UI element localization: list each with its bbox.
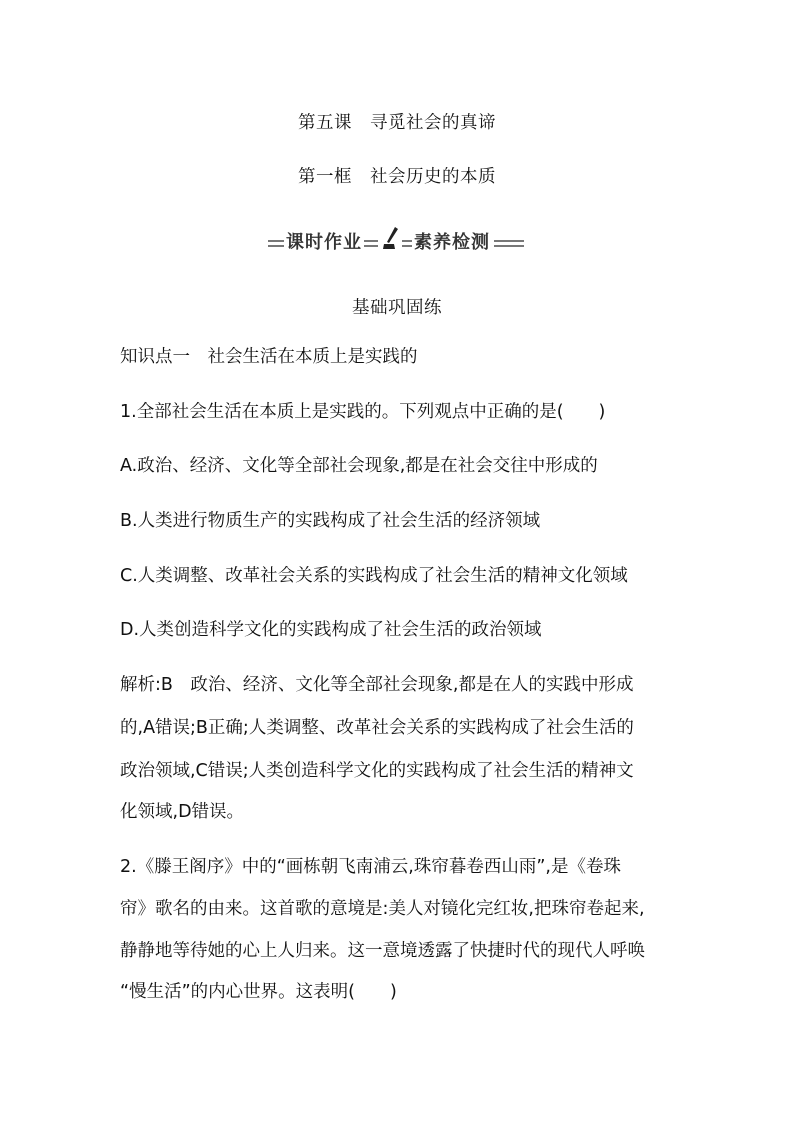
question-1-analysis-line: 解析:B 政治、经济、文化等全部社会现象,都是在人的实践中形成 bbox=[120, 675, 634, 695]
banner-mid-rule bbox=[364, 240, 378, 242]
question-1-option-c: C.人类调整、改革社会关系的实践构成了社会生活的精神文化领域 bbox=[120, 566, 628, 586]
lesson-title: 第五课 寻觅社会的真谛 bbox=[298, 113, 496, 133]
question-1-analysis-line: 化领域,D错误。 bbox=[120, 802, 245, 822]
question-1-option-a: A.政治、经济、文化等全部社会现象,都是在社会交往中形成的 bbox=[120, 456, 598, 476]
banner-right-rule bbox=[494, 240, 524, 242]
banner-mid-rule-3 bbox=[402, 240, 412, 242]
question-1-analysis-line: 的,A错误;B正确;人类调整、改革社会关系的实践构成了社会生活的 bbox=[120, 718, 634, 738]
banner-left-rule bbox=[268, 240, 284, 242]
section-heading: 第一框 社会历史的本质 bbox=[298, 167, 496, 187]
question-1-analysis-line: 政治领域,C错误;人类创造科学文化的实践构成了社会生活的精神文 bbox=[120, 761, 634, 781]
quill-pen-icon bbox=[381, 226, 401, 250]
question-2-line: “慢生活”的内心世界。这表明( ) bbox=[120, 982, 397, 1002]
question-2-line: 帘》歌名的由来。这首歌的意境是:美人对镜化完红妆,把珠帘卷起来, bbox=[120, 899, 645, 919]
banner-right-label: 素养检测 bbox=[414, 232, 490, 253]
homework-banner bbox=[268, 226, 528, 252]
question-2-line: 静静地等待她的心上人归来。这一意境透露了快捷时代的现代人呼唤 bbox=[120, 941, 645, 961]
practice-section-title: 基础巩固练 bbox=[352, 298, 442, 318]
banner-left-rule-2 bbox=[268, 245, 284, 247]
banner-mid-rule-2 bbox=[364, 245, 378, 247]
banner-right-rule-2 bbox=[494, 245, 524, 247]
knowledge-point-heading: 知识点一 社会生活在本质上是实践的 bbox=[120, 347, 418, 367]
banner-left-label: 课时作业 bbox=[286, 232, 362, 253]
question-1-option-d: D.人类创造科学文化的实践构成了社会生活的政治领域 bbox=[120, 620, 542, 640]
question-1-option-b: B.人类进行物质生产的实践构成了社会生活的经济领域 bbox=[120, 511, 541, 531]
question-2-line: 2.《滕王阁序》中的“画栋朝飞南浦云,珠帘暮卷西山雨”,是《卷珠 bbox=[120, 857, 621, 877]
question-1-stem: 1.全部社会生活在本质上是实践的。下列观点中正确的是( ) bbox=[120, 402, 606, 422]
banner-mid-rule-4 bbox=[402, 245, 412, 247]
